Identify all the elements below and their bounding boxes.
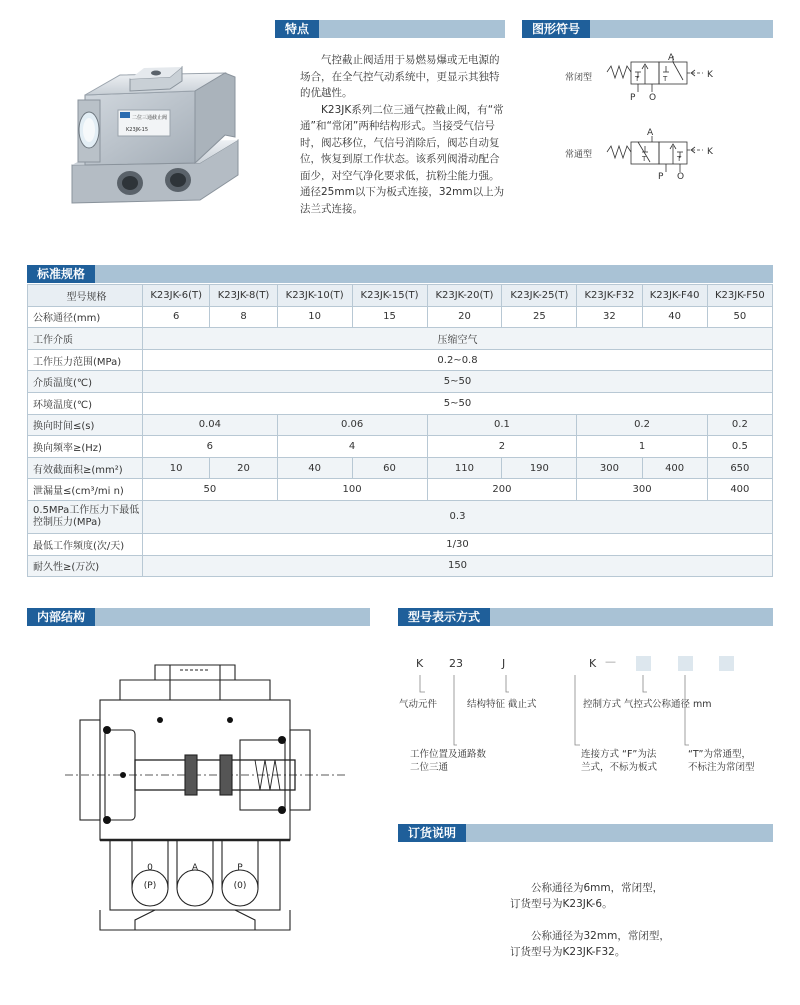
spec-row-switch-freq bbox=[28, 436, 773, 458]
nc-port-a: A bbox=[668, 53, 675, 63]
table-cell: 压缩空气 bbox=[143, 328, 773, 350]
spec-row-pressure bbox=[28, 349, 773, 371]
table-cell: 8 bbox=[210, 306, 277, 328]
table-cell: 0.5 bbox=[707, 436, 772, 458]
header-cell: K23JK-6(T) bbox=[143, 285, 210, 307]
order-example-2-line2: 订货型号为K23JK-F32。 bbox=[510, 946, 626, 958]
code-j: J bbox=[502, 657, 506, 670]
table-cell: 0.04 bbox=[143, 414, 278, 436]
row-label: 有效截面积≥(mm²) bbox=[28, 457, 143, 479]
table-cell: 32 bbox=[577, 306, 642, 328]
spec-row-min-pilot bbox=[28, 500, 773, 533]
photo-label-line2: K23JK-15 bbox=[126, 127, 149, 133]
table-cell: 300 bbox=[577, 479, 707, 501]
table-cell: 1/30 bbox=[143, 533, 773, 555]
order-header-bar bbox=[398, 824, 773, 842]
photo-label-line1: 二位三通截止阀 bbox=[132, 115, 168, 121]
symbols-title: 图形符号 bbox=[522, 20, 590, 38]
order-example-2-line1: 公称通径为32mm，常闭型， bbox=[531, 930, 670, 942]
order-title: 订货说明 bbox=[398, 824, 466, 842]
table-cell: 400 bbox=[707, 479, 772, 501]
table-cell: 300 bbox=[577, 457, 642, 479]
spec-header-row bbox=[28, 285, 773, 307]
note-diameter: 公称通径 mm bbox=[652, 699, 712, 710]
row-label: 公称通径(mm) bbox=[28, 306, 143, 328]
header-cell: K23JK-25(T) bbox=[502, 285, 577, 307]
table-cell: 0.2 bbox=[707, 414, 772, 436]
features-text bbox=[300, 52, 505, 217]
note-type-line2: 不标注为常闭型 bbox=[688, 762, 755, 773]
table-cell: 0.2 bbox=[577, 414, 707, 436]
nc-t-mark-2: T bbox=[663, 75, 668, 83]
table-cell: 6 bbox=[143, 306, 210, 328]
note-pneumatic: 气动元件 bbox=[399, 699, 438, 710]
table-cell: 40 bbox=[277, 457, 352, 479]
table-cell: 6 bbox=[143, 436, 278, 458]
table-cell: 200 bbox=[427, 479, 577, 501]
model-connector-lines bbox=[395, 670, 775, 760]
spec-row-eff-area bbox=[28, 457, 773, 479]
table-cell: 400 bbox=[642, 457, 707, 479]
port-label-p-alt: (0) bbox=[233, 881, 247, 891]
symbols-header-bar bbox=[522, 20, 773, 38]
symbol-label-normally-closed: 常闭型 bbox=[565, 73, 593, 83]
spec-row-switch-time bbox=[28, 414, 773, 436]
specs-header-bar bbox=[27, 265, 773, 283]
model-box-type bbox=[719, 656, 734, 671]
no-port-p: P bbox=[658, 172, 664, 180]
code-k-control: K bbox=[589, 657, 597, 670]
header-cell: 型号规格 bbox=[28, 285, 143, 307]
model-header-bar bbox=[398, 608, 773, 626]
no-t-mark-1: T bbox=[642, 155, 647, 163]
order-example-1-line1: 公称通径为6mm，常闭型， bbox=[531, 882, 664, 894]
nc-t-mark-1: T bbox=[635, 75, 640, 83]
note-connect-line2: 兰式，不标为板式 bbox=[581, 762, 658, 773]
table-cell: 20 bbox=[427, 306, 502, 328]
internal-structure-diagram bbox=[60, 660, 350, 940]
no-port-o: O bbox=[677, 172, 685, 180]
table-cell: 2 bbox=[427, 436, 577, 458]
table-cell: 50 bbox=[143, 479, 278, 501]
port-label-p: P bbox=[237, 863, 243, 873]
port-label-o-alt: (P) bbox=[143, 881, 157, 891]
features-paragraph-2: K23JK系列二位三通气控截止阀，有“常通”和“常闭”两种结构形式。当接受气信号时，阀芯移位，气信号消除后，阀芯自动复位，恢复到原工作状态。该系列阀滑动配合面少，对空气净化要求低，抗粉尘能力强。通径25mm以下为板式连接，32mm以上为法兰式连接。 bbox=[300, 103, 505, 215]
table-cell: 50 bbox=[707, 306, 772, 328]
note-connect-line1: 连接方式 “F”为法 bbox=[581, 749, 657, 760]
spec-row-medium-temp bbox=[28, 371, 773, 393]
symbol-label-normally-open: 常通型 bbox=[565, 150, 593, 160]
note-position-line1: 工作位置及通路数 bbox=[410, 749, 487, 760]
table-cell: 0.3 bbox=[143, 500, 773, 533]
table-cell: 190 bbox=[502, 457, 577, 479]
table-cell: 0.06 bbox=[277, 414, 427, 436]
code-23: 23 bbox=[449, 657, 463, 670]
spec-table bbox=[27, 284, 773, 577]
nc-port-o: O bbox=[649, 93, 657, 103]
spec-row-ambient-temp bbox=[28, 392, 773, 414]
row-label: 换向时间≤(s) bbox=[28, 414, 143, 436]
table-cell: 10 bbox=[143, 457, 210, 479]
nc-port-p: P bbox=[630, 93, 636, 103]
internal-header-bar bbox=[27, 608, 370, 626]
product-photo bbox=[60, 55, 245, 220]
nc-pilot-k: K bbox=[707, 70, 713, 80]
table-cell: 10 bbox=[277, 306, 352, 328]
order-example-1-line2: 订货型号为K23JK-6。 bbox=[510, 898, 613, 910]
specs-title: 标准规格 bbox=[27, 265, 95, 283]
spec-row-leakage bbox=[28, 479, 773, 501]
features-paragraph-1: 气控截止阀适用于易燃易爆或无电源的场合，在全气控气动系统中，更显示其独特的优越性。 bbox=[300, 54, 500, 99]
header-cell: K23JK-15(T) bbox=[352, 285, 427, 307]
code-k: K bbox=[416, 657, 424, 670]
table-cell: 40 bbox=[642, 306, 707, 328]
code-dash: — bbox=[605, 655, 616, 668]
model-box-flange bbox=[636, 656, 651, 671]
header-cell: K23JK-10(T) bbox=[277, 285, 352, 307]
spec-row-medium bbox=[28, 328, 773, 350]
table-cell: 15 bbox=[352, 306, 427, 328]
model-box-diameter bbox=[678, 656, 693, 671]
features-title: 特点 bbox=[275, 20, 319, 38]
row-label: 环境温度(℃) bbox=[28, 392, 143, 414]
table-cell: 60 bbox=[352, 457, 427, 479]
table-cell: 0.2~0.8 bbox=[143, 349, 773, 371]
port-label-o: 0 bbox=[147, 863, 153, 873]
spec-row-min-freq bbox=[28, 533, 773, 555]
no-port-a: A bbox=[647, 128, 654, 138]
note-control: 控制方式 气控式 bbox=[583, 699, 653, 710]
table-cell: 0.1 bbox=[427, 414, 577, 436]
table-cell: 4 bbox=[277, 436, 427, 458]
header-cell: K23JK-F32 bbox=[577, 285, 642, 307]
note-position-line2: 二位三通 bbox=[410, 762, 449, 773]
note-structure: 结构特征 截止式 bbox=[467, 699, 537, 710]
table-cell: 25 bbox=[502, 306, 577, 328]
header-cell: K23JK-8(T) bbox=[210, 285, 277, 307]
table-cell: 1 bbox=[577, 436, 707, 458]
note-type-line1: “T”为常通型， bbox=[688, 749, 751, 760]
spec-row-durability bbox=[28, 555, 773, 577]
header-cell: K23JK-F40 bbox=[642, 285, 707, 307]
row-label: 耐久性≥(万次) bbox=[28, 555, 143, 577]
features-header-bar bbox=[275, 20, 505, 38]
row-label: 介质温度(℃) bbox=[28, 371, 143, 393]
row-label: 工作介质 bbox=[28, 328, 143, 350]
header-cell: K23JK-F50 bbox=[707, 285, 772, 307]
internal-title: 内部结构 bbox=[27, 608, 95, 626]
table-cell: 5~50 bbox=[143, 392, 773, 414]
model-title: 型号表示方式 bbox=[398, 608, 490, 626]
no-pilot-k: K bbox=[707, 147, 713, 157]
valve-symbol-graphics bbox=[525, 50, 780, 180]
port-label-a: A bbox=[191, 863, 199, 873]
order-text bbox=[510, 880, 670, 960]
table-cell: 110 bbox=[427, 457, 502, 479]
row-label: 最低工作频度(次/天) bbox=[28, 533, 143, 555]
table-cell: 650 bbox=[707, 457, 772, 479]
table-cell: 100 bbox=[277, 479, 427, 501]
row-label: 0.5MPa工作压力下最低控制压力(MPa) bbox=[28, 500, 143, 533]
no-t-mark-2: T bbox=[677, 155, 682, 163]
row-label: 泄漏量≤(cm³/mi n) bbox=[28, 479, 143, 501]
table-cell: 5~50 bbox=[143, 371, 773, 393]
row-label: 工作压力范围(MPa) bbox=[28, 349, 143, 371]
valve-symbols bbox=[525, 50, 780, 180]
spec-row-diameter bbox=[28, 306, 773, 328]
row-label: 换向频率≥(Hz) bbox=[28, 436, 143, 458]
table-cell: 20 bbox=[210, 457, 277, 479]
table-cell: 150 bbox=[143, 555, 773, 577]
header-cell: K23JK-20(T) bbox=[427, 285, 502, 307]
